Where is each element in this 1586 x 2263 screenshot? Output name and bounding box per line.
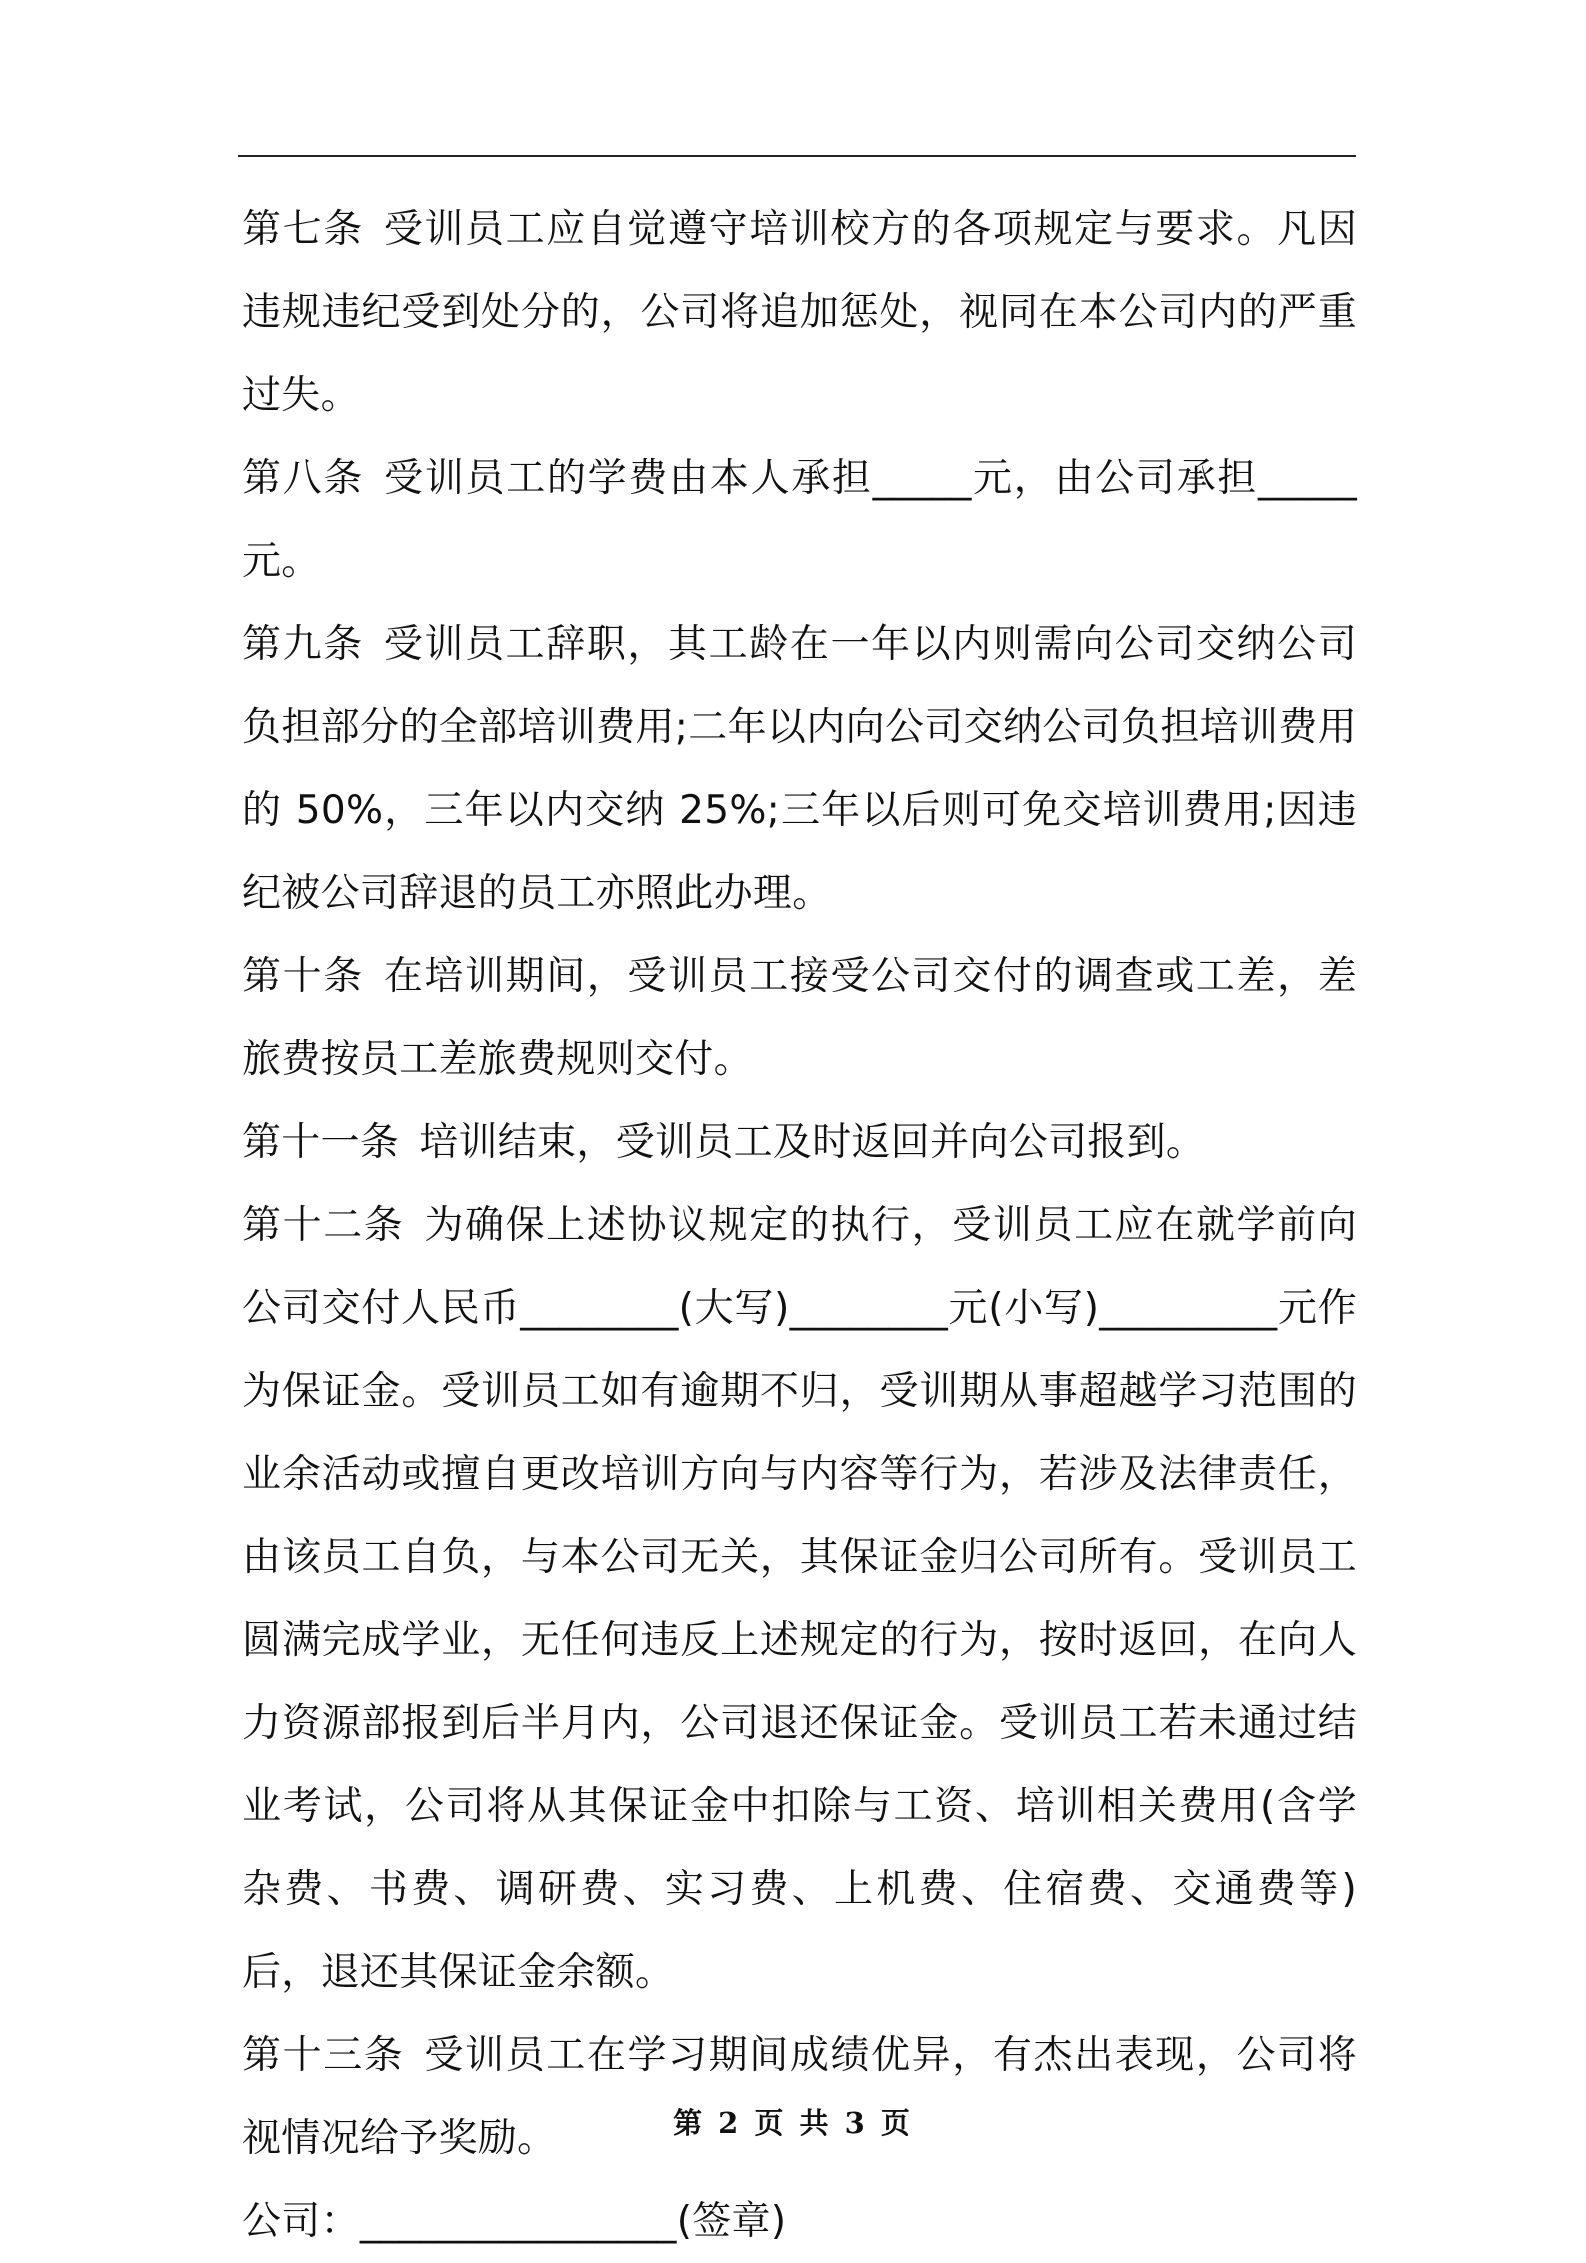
article-13 xyxy=(242,2014,1357,2180)
article-text: 在培训期间，受训员工接受公司交付的调查或工差，差旅费按员工差旅费规则交付。 xyxy=(242,954,1357,1082)
article-12 xyxy=(242,1184,1357,2014)
article-text: 受训员工的学费由本人承担_____元，由公司承担_____元。 xyxy=(242,456,1357,584)
article-text: 受训员工在学习期间成绩优异，有杰出表现，公司将视情况给予奖励。 xyxy=(242,2033,1357,2161)
article-text: 为确保上述协议规定的执行，受训员工应在就学前向公司交付人民币________(大写)________元(小写)_________元作为保证金。受训员工如有逾期不归，受训期从事超越学习范围的业余活动或擅自更改培训方向与内容等行为，若涉及法律责任，由该员工自负，与本公司无关，其保证金归公司所有。受训员工圆满完成学业，无任何违反上述规定的行为，按时返回，在向人力资源部报到后半月内，公司退还保证金。受训员工若未通过结业考试，公司将从其保证金中扣除与工资、培训相关费用(含学杂费、书费、调研费、实习费、上机费、住宿费、交通费等)后，退还其保证金余额。 xyxy=(242,1203,1357,1995)
signature-suffix: (签章) xyxy=(676,2199,787,2244)
signature-blank: ________________ xyxy=(359,2199,677,2244)
article-text: 培训结束，受训员工及时返回并向公司报到。 xyxy=(419,1120,1206,1165)
article-text: 受训员工辞职，其工龄在一年以内则需向公司交纳公司负担部分的全部培训费用;二年以内向公司交纳公司负担培训费用的 50%，三年以内交纳 25%;三年以后则可免交培训费用;因违纪被公司辞退的员工亦照此办理。 xyxy=(242,622,1357,916)
article-number: 第九条 xyxy=(242,622,364,667)
page-footer: 第 2 页 共 3 页 xyxy=(673,2106,913,2140)
document-body xyxy=(242,188,1357,2263)
signature-line xyxy=(242,2180,1357,2263)
article-number: 第十三条 xyxy=(242,2033,405,2078)
article-7 xyxy=(242,188,1357,437)
article-10 xyxy=(242,935,1357,1101)
signature-label: 公司： xyxy=(242,2199,360,2244)
article-text: 受训员工应自觉遵守培训校方的各项规定与要求。凡因违规违纪受到处分的，公司将追加惩处，视同在本公司内的严重过失。 xyxy=(242,207,1357,418)
article-number: 第十一条 xyxy=(242,1120,400,1165)
article-11 xyxy=(242,1101,1357,1184)
header-rule xyxy=(238,155,1356,157)
article-number: 第八条 xyxy=(242,456,365,501)
article-9 xyxy=(242,603,1357,935)
article-8 xyxy=(242,437,1357,603)
article-number: 第十二条 xyxy=(242,1203,405,1248)
article-number: 第七条 xyxy=(242,207,364,252)
article-number: 第十条 xyxy=(242,954,364,999)
